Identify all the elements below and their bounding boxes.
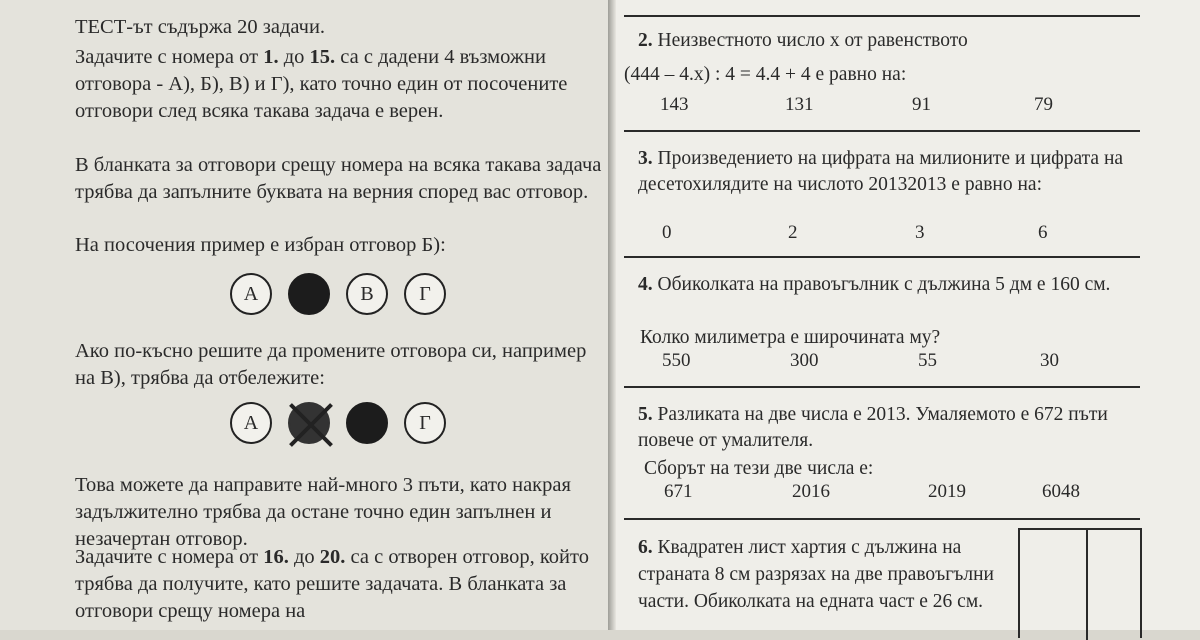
example-bubbles xyxy=(230,273,446,315)
changed-answer-bubbles xyxy=(230,402,446,444)
bubble-v-filled xyxy=(346,402,388,444)
question-6 xyxy=(638,534,998,615)
intro-line: ТЕСТ-ът съдържа 20 задачи. xyxy=(75,16,326,38)
question-number: 3. xyxy=(638,148,653,169)
cut-line xyxy=(1086,530,1088,640)
text-fragment: Задачите с номера от xyxy=(75,546,264,568)
question-2-equation xyxy=(624,62,1144,88)
square-sheet-figure xyxy=(1018,528,1142,638)
option: 2016 xyxy=(792,481,830,502)
option: 3 xyxy=(915,222,925,243)
option: 55 xyxy=(918,350,937,371)
option: 550 xyxy=(662,350,691,371)
bubble-b-filled xyxy=(288,273,330,315)
text-fragment: са с дадени 4 възможни отговора - А), Б), В) и Г), като точно един от посочените отговори след всяка такава задача е верен. xyxy=(75,46,568,122)
equation: (444 – 4.x) : 4 = 4.4 + 4 xyxy=(624,64,811,85)
divider xyxy=(624,386,1140,388)
option: 300 xyxy=(790,350,819,371)
bubble-g: Г xyxy=(404,273,446,315)
option: 2019 xyxy=(928,481,966,502)
bubble-g: Г xyxy=(404,402,446,444)
option: 2 xyxy=(788,222,798,243)
question-number: 4. xyxy=(638,274,653,295)
option: 131 xyxy=(785,94,814,115)
open-answer-paragraph xyxy=(75,544,605,625)
question-number: 5. xyxy=(638,404,653,425)
instructions-paragraph-2: В бланката за отговори срещу номера на всяка такава задача трябва да запълните буквата на верния според вас отговор. xyxy=(75,154,602,203)
question-text: Квадратен лист хартия с дължина на страната 8 см разрязах на две правоъгълни части. Обиколката на едната част е 26 см. xyxy=(638,537,994,612)
divider xyxy=(624,518,1140,520)
question-text: Обиколката на правоъгълник с дължина 5 дм е 160 см. xyxy=(652,274,1111,295)
question-2 xyxy=(638,28,1158,54)
option: 30 xyxy=(1040,350,1059,371)
option: 0 xyxy=(662,222,672,243)
question-number: 6. xyxy=(638,537,653,558)
instructions-paragraph-1 xyxy=(75,44,605,125)
example-caption: На посочения пример е избран отговор Б): xyxy=(75,234,446,256)
text-fragment: до xyxy=(288,546,320,568)
question-5 xyxy=(638,402,1150,454)
option: 91 xyxy=(912,94,931,115)
option: 143 xyxy=(660,94,689,115)
bold-number: 1. xyxy=(263,46,279,68)
option: 6048 xyxy=(1042,481,1080,502)
question-text: Произведението на цифрата на милионите и цифрата на десетохилядите на числото 20132013 е равно на: xyxy=(638,148,1124,195)
question-5-options xyxy=(660,481,1100,507)
question-3-options xyxy=(660,222,1100,248)
question-5-subquestion: Сборът на тези две числа е: xyxy=(644,458,874,479)
option: 671 xyxy=(664,481,693,502)
question-text: Разликата на две числа е 2013. Умаляемото е 672 пъти повече от умалителя. xyxy=(638,404,1108,451)
bubble-a: А xyxy=(230,273,272,315)
question-text: Неизвестното число x от равенството xyxy=(652,30,968,51)
bold-number: 20. xyxy=(319,546,346,568)
text-fragment: до xyxy=(278,46,310,68)
divider xyxy=(624,256,1140,258)
question-4 xyxy=(638,272,1118,298)
change-answer-paragraph: Ако по-късно решите да промените отговора си, например на В), трябва да отбележите: xyxy=(75,340,587,389)
question-text: е равно на: xyxy=(810,64,907,85)
bubble-a: А xyxy=(230,402,272,444)
question-4-subquestion: Колко милиметра е широчината му? xyxy=(640,327,941,348)
question-3 xyxy=(638,146,1152,198)
question-4-options xyxy=(660,350,1100,376)
bubble-b-crossed xyxy=(288,402,330,444)
bold-number: 16. xyxy=(263,546,289,568)
limit-paragraph: Това можете да направите най-много 3 пъти, като накрая задължително трябва да остане точно един запълнен и незачертан отговор. xyxy=(75,474,571,550)
question-number: 2. xyxy=(638,30,653,51)
divider xyxy=(624,15,1140,17)
option: 79 xyxy=(1034,94,1053,115)
bubble-v: В xyxy=(346,273,388,315)
question-2-options xyxy=(660,94,1100,120)
divider xyxy=(624,130,1140,132)
bold-number: 15. xyxy=(309,46,336,68)
text-fragment: Задачите с номера от xyxy=(75,46,264,68)
option: 6 xyxy=(1038,222,1048,243)
text-fragment: са с отворен отговор, който трябва да получите, като решите задачата. В бланката за отговори срещу номера на xyxy=(75,546,589,622)
book-gutter xyxy=(608,0,616,630)
